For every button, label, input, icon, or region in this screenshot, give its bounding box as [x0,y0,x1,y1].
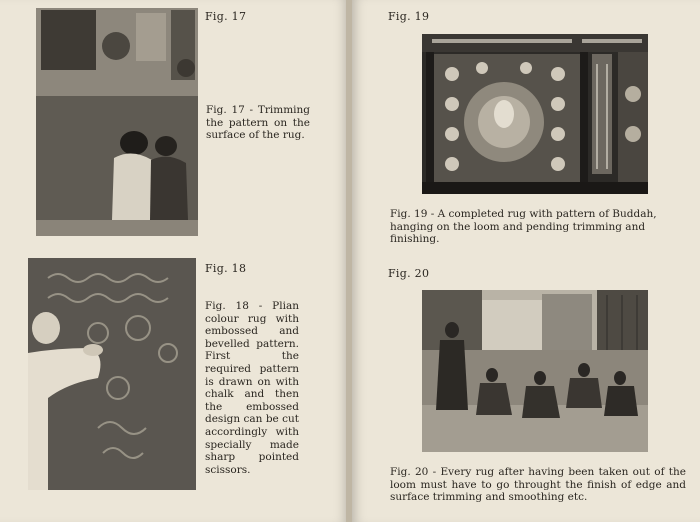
fig17-label: Fig. 17 [205,10,247,23]
fig17-caption: Fig. 17 - Trimming the pattern on the surface of the rug. [206,104,310,142]
fig17-photo [36,8,198,236]
right-page [352,0,700,522]
fig18-caption: Fig. 18 - Plian colour rug with embossed and bevelled pattern. First the required pattern is drawn on with chalk and then the embossed design can be cut accordingly with specially made sharp pointed scissors. [205,300,299,476]
fig19-caption: Fig. 19 - A completed rug with pattern of Buddah, hanging on the loom and pending trimming and finishing. [390,208,657,246]
fig18-photo [28,258,196,490]
fig19-label: Fig. 19 [388,10,430,23]
fig20-photo [422,290,648,452]
fig20-caption: Fig. 20 - Every rug after having been taken out of the loom must have to go throught the finish of edge and surface trimming and smoothing etc. [390,466,686,504]
left-page [0,0,348,522]
fig18-label: Fig. 18 [205,262,247,275]
fig20-label: Fig. 20 [388,267,430,280]
fig19-photo [422,34,648,194]
